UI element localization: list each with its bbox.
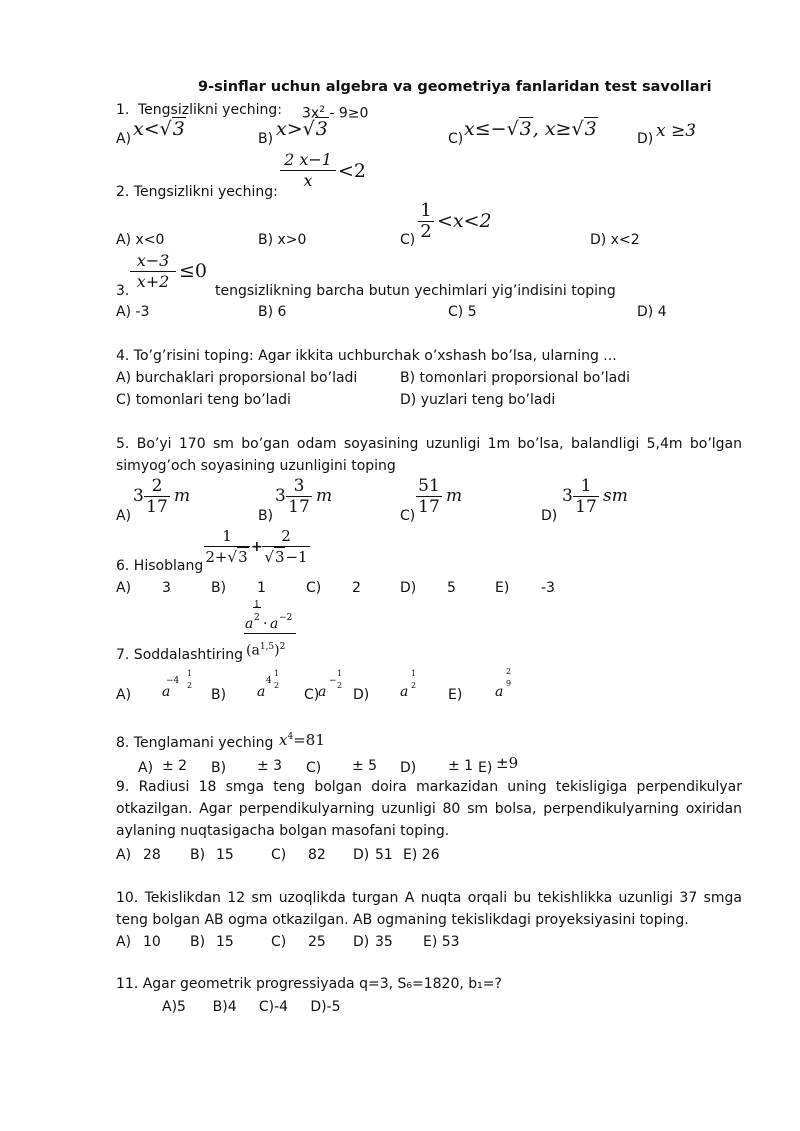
option-a-unit: m xyxy=(174,486,191,506)
option-c-value: 82 xyxy=(308,847,326,863)
fraction: x−3 x+2 xyxy=(130,251,176,292)
option-e-value: -3 xyxy=(541,580,555,596)
option-d-math: x ≥3 xyxy=(656,121,697,141)
option-a-exp: −4 xyxy=(166,676,180,686)
option-b: B) xyxy=(258,131,274,147)
option-d-label: D) xyxy=(353,847,370,863)
option-c-exp: − xyxy=(329,676,337,686)
option-d-fraction: 1 17 xyxy=(573,476,599,517)
option-e-label: E) xyxy=(448,687,463,703)
option-c: C) xyxy=(400,508,416,524)
option-d: D) 4 xyxy=(637,304,667,320)
page-title: 9-sinflar uchun algebra va geometriya fanlaridan test savollari xyxy=(198,79,712,95)
option-c-label: C) xyxy=(271,847,287,863)
question-text: 11. Agar geometrik progressiyada q=3, S₆=1820, b₁=? xyxy=(116,976,502,992)
question-text: tengsizlikning barcha butun yechimlari yig’indisini toping xyxy=(215,283,616,299)
option-c-exp-den: 2 xyxy=(337,681,343,690)
option-b-value: ± 3 xyxy=(257,758,283,774)
option-b-math: x>√3 xyxy=(276,118,328,140)
option-b-exp: 4 xyxy=(266,676,272,686)
option-b-value: 15 xyxy=(216,847,234,863)
option-b-whole: 3 xyxy=(275,486,286,506)
option-c-base: a xyxy=(318,684,327,700)
option-b-exp-num: 1 xyxy=(274,669,280,678)
question-text: 4. To’g’risini toping: Agar ikkita uchburchak o’xshash bo’lsa, ularning ... xyxy=(116,348,617,364)
option-b-label: B) xyxy=(211,760,227,776)
option-e-exp-den: 9 xyxy=(506,679,512,688)
option-b-fraction: 3 17 xyxy=(286,476,312,517)
fraction-1: 1 2+√3 xyxy=(204,526,250,567)
option-d: D) xyxy=(637,131,654,147)
numerator-base-1: a xyxy=(245,616,254,632)
question-number: 3. xyxy=(116,283,130,299)
option-d-label: D) xyxy=(353,687,370,703)
option-e-value: ±9 xyxy=(496,754,519,772)
options: A)5 B)4 C)-4 D)-5 xyxy=(162,999,341,1015)
option-c: C) 5 xyxy=(448,304,477,320)
relation: <2 xyxy=(338,160,367,182)
option-b: B) tomonlari proporsional bo’ladi xyxy=(400,370,631,386)
option-c-label: C) xyxy=(271,934,287,950)
option-b: B) xyxy=(258,508,274,524)
option-a-whole: 3 xyxy=(133,486,144,506)
option-c-fraction: 51 17 xyxy=(416,476,442,517)
plus-sign: + xyxy=(251,539,263,555)
exp-fraction-num: 1 xyxy=(254,600,260,610)
fraction-2: 2 √3−1 xyxy=(262,526,310,567)
option-a-label: A) xyxy=(116,580,132,596)
option-d-exp-num: 1 xyxy=(411,669,417,678)
option-a-value: 3 xyxy=(162,580,171,596)
option-d-label: D) xyxy=(400,760,417,776)
option-c-exp-num: 1 xyxy=(337,669,343,678)
option-d-whole: 3 xyxy=(562,486,573,506)
option-a-exp-num: 1 xyxy=(187,669,193,678)
option-b: B) 6 xyxy=(258,304,287,320)
option-c-label: C) xyxy=(306,580,322,596)
question-text: 9. Radiusi 18 smga teng bolgan doira markazidan uning tekisligiga perpendikulyar otkazilgan. Agar perpendikulyarning uzunligi 80 sm bolsa, perpendikulyarning oxiridan aylaning nuqtasigacha bolgan masofani toping. xyxy=(116,779,742,839)
option-a-fraction: 2 17 xyxy=(144,476,170,517)
option-c-value: ± 5 xyxy=(352,758,378,774)
option-b-label: B) xyxy=(190,847,206,863)
option-a-math: x<√3 xyxy=(133,118,185,140)
numerator-exp-2: −2 xyxy=(279,613,293,623)
dot: · xyxy=(263,616,268,632)
option-d-label: D) xyxy=(353,934,370,950)
option-c-fraction: 1 2 xyxy=(418,201,434,242)
option-c-value: 25 xyxy=(308,934,326,950)
question-text: 2. Tengsizlikni yeching: xyxy=(116,184,278,200)
option-d-value: 35 xyxy=(375,934,393,950)
option-e-exp-num: 2 xyxy=(506,667,512,676)
option-b-label: B) xyxy=(211,580,227,596)
option-a-value: ± 2 xyxy=(162,758,188,774)
relation: ≤0 xyxy=(179,260,208,282)
question-text: 5. Bo’yi 170 sm bo’gan odam soyasining uzunligi 1m bo’lsa, balandligi 5,4m bo’lgan simyog’och soyasining uzunligini toping xyxy=(116,436,742,474)
exp-fraction-bar xyxy=(253,607,261,608)
question-text: Tengsizlikni yeching: xyxy=(138,102,283,118)
option-c: C) xyxy=(400,232,416,248)
option-b: B) x>0 xyxy=(258,232,307,248)
question-text: 10. Tekislikdan 12 sm uzoqlikda turgan A nuqta orqali bu tekishlikka uzunligi 37 smga teng bolgan AB ogma otkazilgan. AB ogmaning tekislikdagi proyeksiyasini toping. xyxy=(116,890,742,928)
option-a: A) burchaklari proporsional bo’ladi xyxy=(116,370,358,386)
option-e-label: E) xyxy=(478,760,493,776)
option-a-exp-den: 2 xyxy=(187,681,193,690)
option-b-label: B) xyxy=(190,934,206,950)
option-a-label: A) xyxy=(138,760,154,776)
option-a-base: a xyxy=(162,684,171,700)
option-e-label: E) xyxy=(495,580,510,596)
option-d-base: a xyxy=(400,684,409,700)
option-a: A) -3 xyxy=(116,304,150,320)
option-d-exp-den: 2 xyxy=(411,681,417,690)
option-c-unit: m xyxy=(446,486,463,506)
question-text: 7. Soddalashtiring xyxy=(116,647,244,663)
option-e-base: a xyxy=(495,684,504,700)
option-b-value: 15 xyxy=(216,934,234,950)
option-c: C) tomonlari teng bo’ladi xyxy=(116,392,291,408)
option-c: C) xyxy=(448,131,464,147)
option-b-value: 1 xyxy=(257,580,266,596)
option-b-base: a xyxy=(257,684,266,700)
option-a: A) x<0 xyxy=(116,232,165,248)
equation: $x^4=81$ xyxy=(279,731,325,749)
denominator: $(a^{1,5})^2$ xyxy=(246,642,286,659)
option-d-label: D) xyxy=(400,580,417,596)
option-d: D) yuzlari teng bo’ladi xyxy=(400,392,556,408)
question-expression: $3x^2 - 9\ge 0$ xyxy=(302,105,369,122)
option-d: D) x<2 xyxy=(590,232,640,248)
option-a: A) xyxy=(116,508,132,524)
option-a-value: 10 xyxy=(143,934,161,950)
option-b-unit: m xyxy=(316,486,333,506)
option-c-label: C) xyxy=(306,760,322,776)
option-a-label: A) xyxy=(116,934,132,950)
option-d-unit: sm xyxy=(603,486,628,506)
option-a-label: A) xyxy=(116,847,132,863)
option-d-value: 51 xyxy=(375,847,393,863)
numerator-base-2: a xyxy=(270,616,279,632)
option-a-value: 28 xyxy=(143,847,161,863)
option-a: A) xyxy=(116,131,132,147)
option-d-value: ± 1 xyxy=(448,758,474,774)
fraction-bar xyxy=(244,633,296,634)
question-text: 8. Tenglamani yeching xyxy=(116,735,274,751)
question-number: 1. xyxy=(116,102,130,118)
option-b-exp-den: 2 xyxy=(274,681,280,690)
fraction: 2 x−1 x xyxy=(280,150,336,191)
exp-fraction-den: 2 xyxy=(254,613,260,623)
option-c-math: <x<2 xyxy=(437,210,492,232)
option-c-math: x≤−√3, x≥√3 xyxy=(464,118,597,140)
option-d: D) xyxy=(541,508,558,524)
option-c-value: 2 xyxy=(352,580,361,596)
option-d-value: 5 xyxy=(447,580,456,596)
question-text: 6. Hisoblang xyxy=(116,558,204,574)
option-e: E) 53 xyxy=(423,934,460,950)
option-c-label: C) xyxy=(304,687,320,703)
option-e: E) 26 xyxy=(403,847,440,863)
option-a-label: A) xyxy=(116,687,132,703)
option-b-label: B) xyxy=(211,687,227,703)
